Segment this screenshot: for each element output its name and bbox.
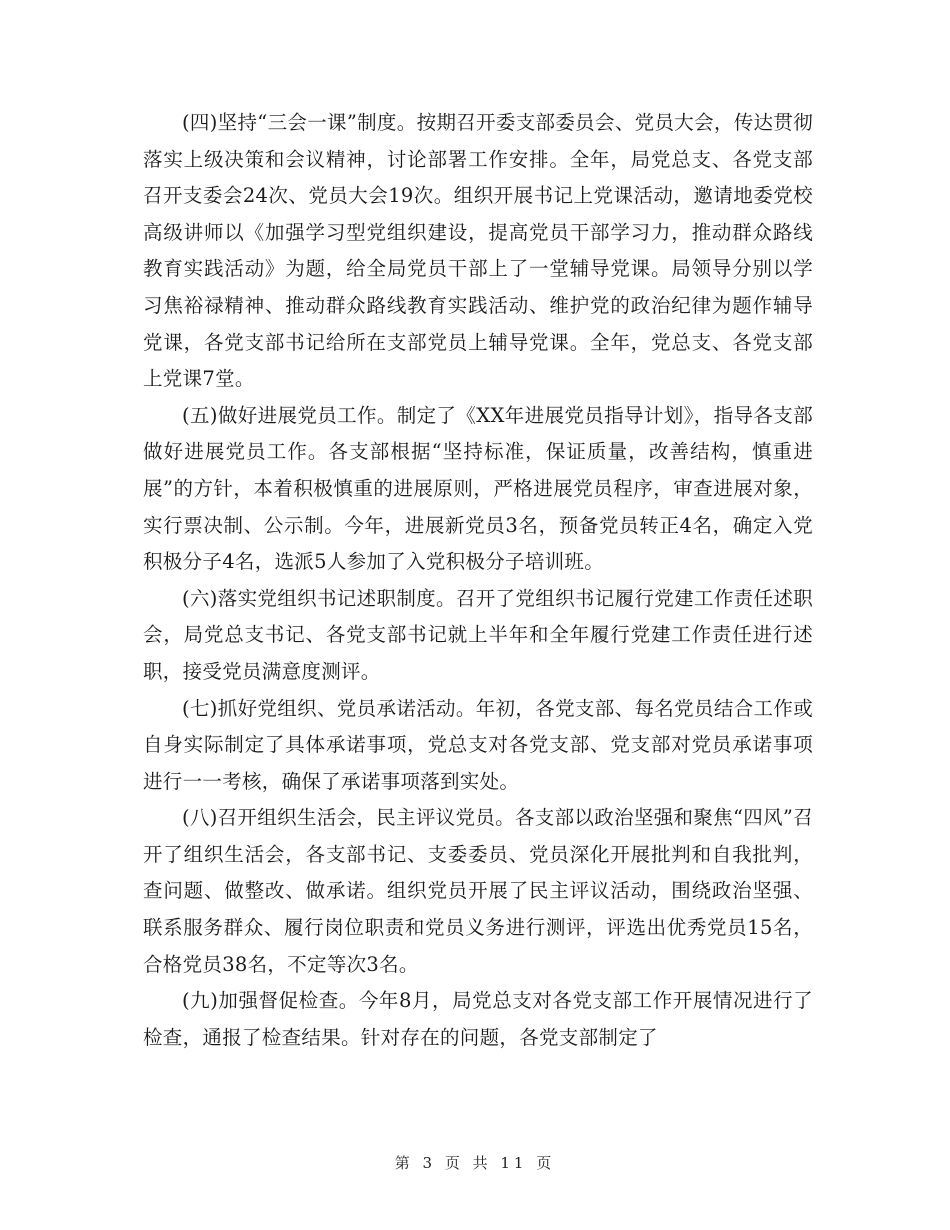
document-body bbox=[143, 105, 813, 1056]
paragraph-8: (八)召开组织生活会，民主评议党员。各支部以政治坚强和聚焦“四风”召开了组织生活会，各支部书记、支委委员、党员深化开展批判和自我批判，查问题、做整改、做承诺。组织党员开展了民主评议活动，围绕政治坚强、联系服务群众、履行岗位职责和党员义务进行测评，评选出优秀党员15名，合格党员38名，不定等次3名。 bbox=[143, 806, 813, 976]
page-footer: 第 3 页 共 11 页 bbox=[394, 1154, 556, 1172]
paragraph-9: (九)加强督促检查。今年8月，局党总支对各党支部工作开展情况进行了检查，通报了检查结果。针对存在的问题，各党支部制定了 bbox=[143, 989, 813, 1049]
paragraph-7: (七)抓好党组织、党员承诺活动。年初，各党支部、每名党员结合工作或自身实际制定了具体承诺事项，党总支对各党支部、党支部对党员承诺事项进行一一考核，确保了承诺事项落到实处。 bbox=[143, 696, 813, 793]
paragraph-6: (六)落实党组织书记述职制度。召开了党组织书记履行党建工作责任述职会，局党总支书记、各党支部书记就上半年和全年履行党建工作责任进行述职，接受党员满意度测评。 bbox=[143, 586, 813, 683]
paragraph-5: (五)做好进展党员工作。制定了《XX年进展党员指导计划》，指导各支部做好进展党员工作。各支部根据“坚持标准，保证质量，改善结构，慎重进展”的方针，本着积极慎重的进展原则，严格进展党员程序，审查进展对象，实行票决制、公示制。今年，进展新党员3名，预备党员转正4名，确定入党积极分子4名，选派5人参加了入党积极分子培训班。 bbox=[143, 403, 813, 574]
paragraph-4: (四)坚持“三会一课”制度。按期召开委支部委员会、党员大会，传达贯彻落实上级决策和会议精神，讨论部署工作安排。全年，局党总支、各党支部召开支委会24次、党员大会19次。组织开展书记上党课活动，邀请地委党校高级讲师以《加强学习型党组织建设，提高党员干部学习力，推动群众路线教育实践活动》为题，给全局党员干部上了一堂辅导党课。局领导分别以学习焦裕禄精神、推动群众路线教育实践活动、维护党的政治纪律为题作辅导党课，各党支部书记给所在支部党员上辅导党课。全年，党总支、各党支部上党课7堂。 bbox=[143, 111, 813, 391]
